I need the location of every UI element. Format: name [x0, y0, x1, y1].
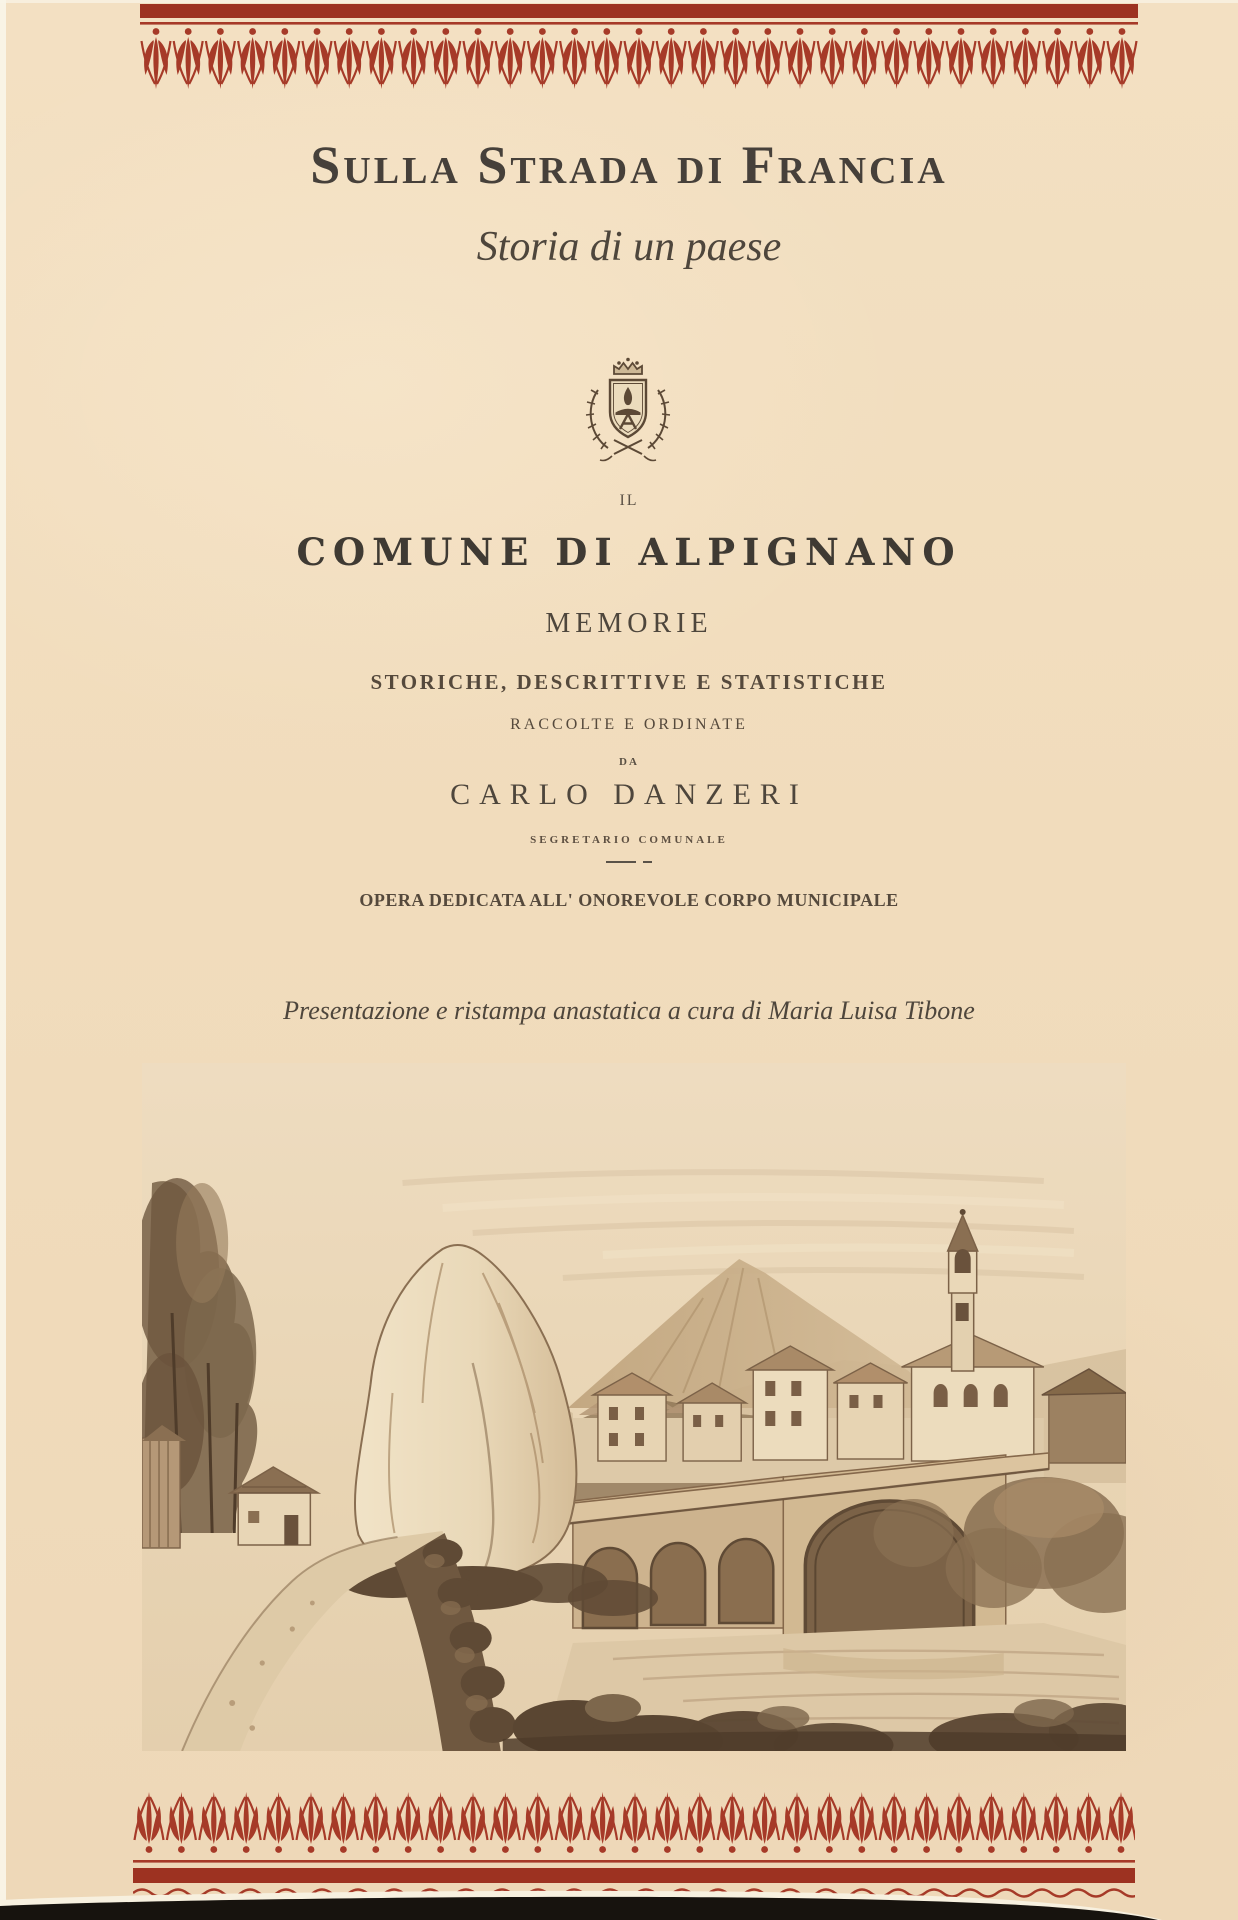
top-border — [140, 0, 1138, 100]
article-il: IL — [619, 492, 639, 509]
by-line: DA — [619, 756, 639, 768]
bottom-border-line — [133, 1860, 1135, 1863]
presentation-line: Presentazione e ristampa anastatica a cura di Maria Luisa Tibone — [283, 996, 975, 1025]
top-border-band — [140, 4, 1138, 18]
top-border-line — [140, 22, 1138, 25]
scan-left-edge — [0, 0, 6, 1902]
book-subtitle: Storia di un paese — [476, 224, 782, 270]
left-plank-shed — [142, 1425, 186, 1548]
top-border-leaf-row — [142, 28, 1137, 89]
page-bottom-edge — [0, 1878, 1238, 1920]
bottom-border-leaf-row — [135, 1792, 1136, 1853]
dedication-line: OPERA DEDICATA ALL' ONOREVOLE CORPO MUNICIPALE — [359, 890, 899, 910]
book-title: Sulla Strada di Francia — [310, 135, 948, 195]
municipality-name: COMUNE DI ALPIGNANO — [296, 530, 962, 574]
coat-of-arms-icon — [568, 350, 688, 482]
author-role: SEGRETARIO COMUNALE — [530, 834, 728, 846]
section-rule — [24, 861, 1234, 863]
village-engraving-illustration — [142, 1063, 1126, 1751]
author-name: CARLO DANZERI — [450, 778, 808, 811]
work-detail: STORICHE, DESCRITTIVE E STATISTICHE — [370, 670, 888, 694]
collected-line: RACCOLTE E ORDINATE — [510, 716, 748, 733]
work-title: MEMORIE — [545, 608, 713, 639]
